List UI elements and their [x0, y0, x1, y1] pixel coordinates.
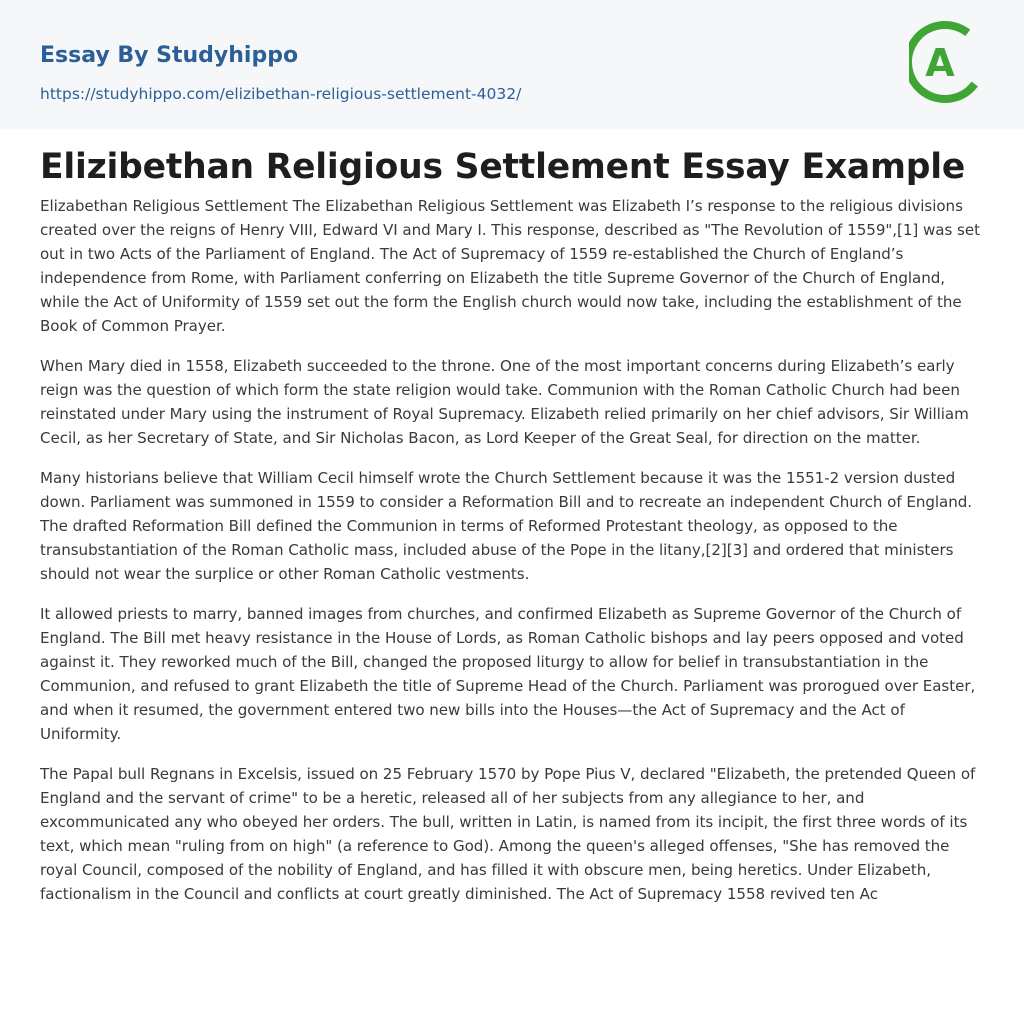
logo-letter: A	[925, 41, 955, 85]
page-title: Elizibethan Religious Settlement Essay Example	[40, 147, 966, 187]
article-body	[40, 194, 988, 922]
site-brand[interactable]: Essay By Studyhippo	[40, 43, 299, 68]
paragraph-2: When Mary died in 1558, Elizabeth succeeded to the throne. One of the most important concerns during Elizabeth’s early reign was the question of which form the state religion would take. Communion with the Roman Catholic Church had been reinstated under Mary using the instrument of Royal Supremacy. Elizabeth relied primarily on her chief advisors, Sir William Cecil, as her Secretary of State, and Sir Nicholas Bacon, as Lord Keeper of the Great Seal, for direction on the matter.	[40, 357, 969, 447]
paragraph-4: It allowed priests to marry, banned images from churches, and confirmed Elizabeth as Supreme Governor of the Church of England. The Bill met heavy resistance in the House of Lords, as Roman Catholic bishops and lay peers opposed and voted against it. They reworked much of the Bill, changed the proposed liturgy to allow for belief in transubstantiation in the Communion, and refused to grant Elizabeth the title of Supreme Head of the Church. Parliament was prorogued over Easter, and when it resumed, the government entered two new bills into the Houses—the Act of Supremacy and the Act of Uniformity.	[40, 605, 976, 743]
site-header	[0, 0, 1024, 129]
paragraph-5: The Papal bull Regnans in Excelsis, issued on 25 February 1570 by Pope Pius V, declared "Elizabeth, the pretended Queen of England and the servant of crime" to be a heretic, released all of her subjects from any allegiance to her, and excommunicated any who obeyed her orders. The bull, written in Latin, is named from its incipit, the first three words of its text, which mean "ruling from on high" (a reference to God). Among the queen's alleged offenses, "She has removed the royal Council, composed of the nobility of England, and has filled it with obscure men, being heretics. Under Elizabeth, factionalism in the Council and conflicts at court greatly diminished. The Act of Supremacy 1558 revived ten Ac	[40, 765, 976, 903]
page-url-link[interactable]: https://studyhippo.com/elizibethan-religious-settlement-4032/	[40, 85, 522, 103]
circular-a-logo-icon[interactable]	[909, 18, 989, 108]
paragraph-3: Many historians believe that William Cecil himself wrote the Church Settlement because it was the 1551-2 version dusted down. Parliament was summoned in 1559 to consider a Reformation Bill and to recreate an independent Church of England. The drafted Reformation Bill defined the Communion in terms of Reformed Protestant theology, as opposed to the transubstantiation of the Roman Catholic mass, included abuse of the Pope in the litany,[2][3] and ordered that ministers should not wear the surplice or other Roman Catholic vestments.	[40, 469, 973, 583]
paragraph-1: Elizabethan Religious Settlement The Elizabethan Religious Settlement was Elizabeth I’s response to the religious divisions created over the reigns of Henry VIII, Edward VI and Mary I. This response, described as "The Revolution of 1559",[1] was set out in two Acts of the Parliament of England. The Act of Supremacy of 1559 re-established the Church of England’s independence from Rome, with Parliament conferring on Elizabeth the title Supreme Governor of the Church of England, while the Act of Uniformity of 1559 set out the form the English church would now take, including the establishment of the Book of Common Prayer.	[40, 197, 980, 335]
